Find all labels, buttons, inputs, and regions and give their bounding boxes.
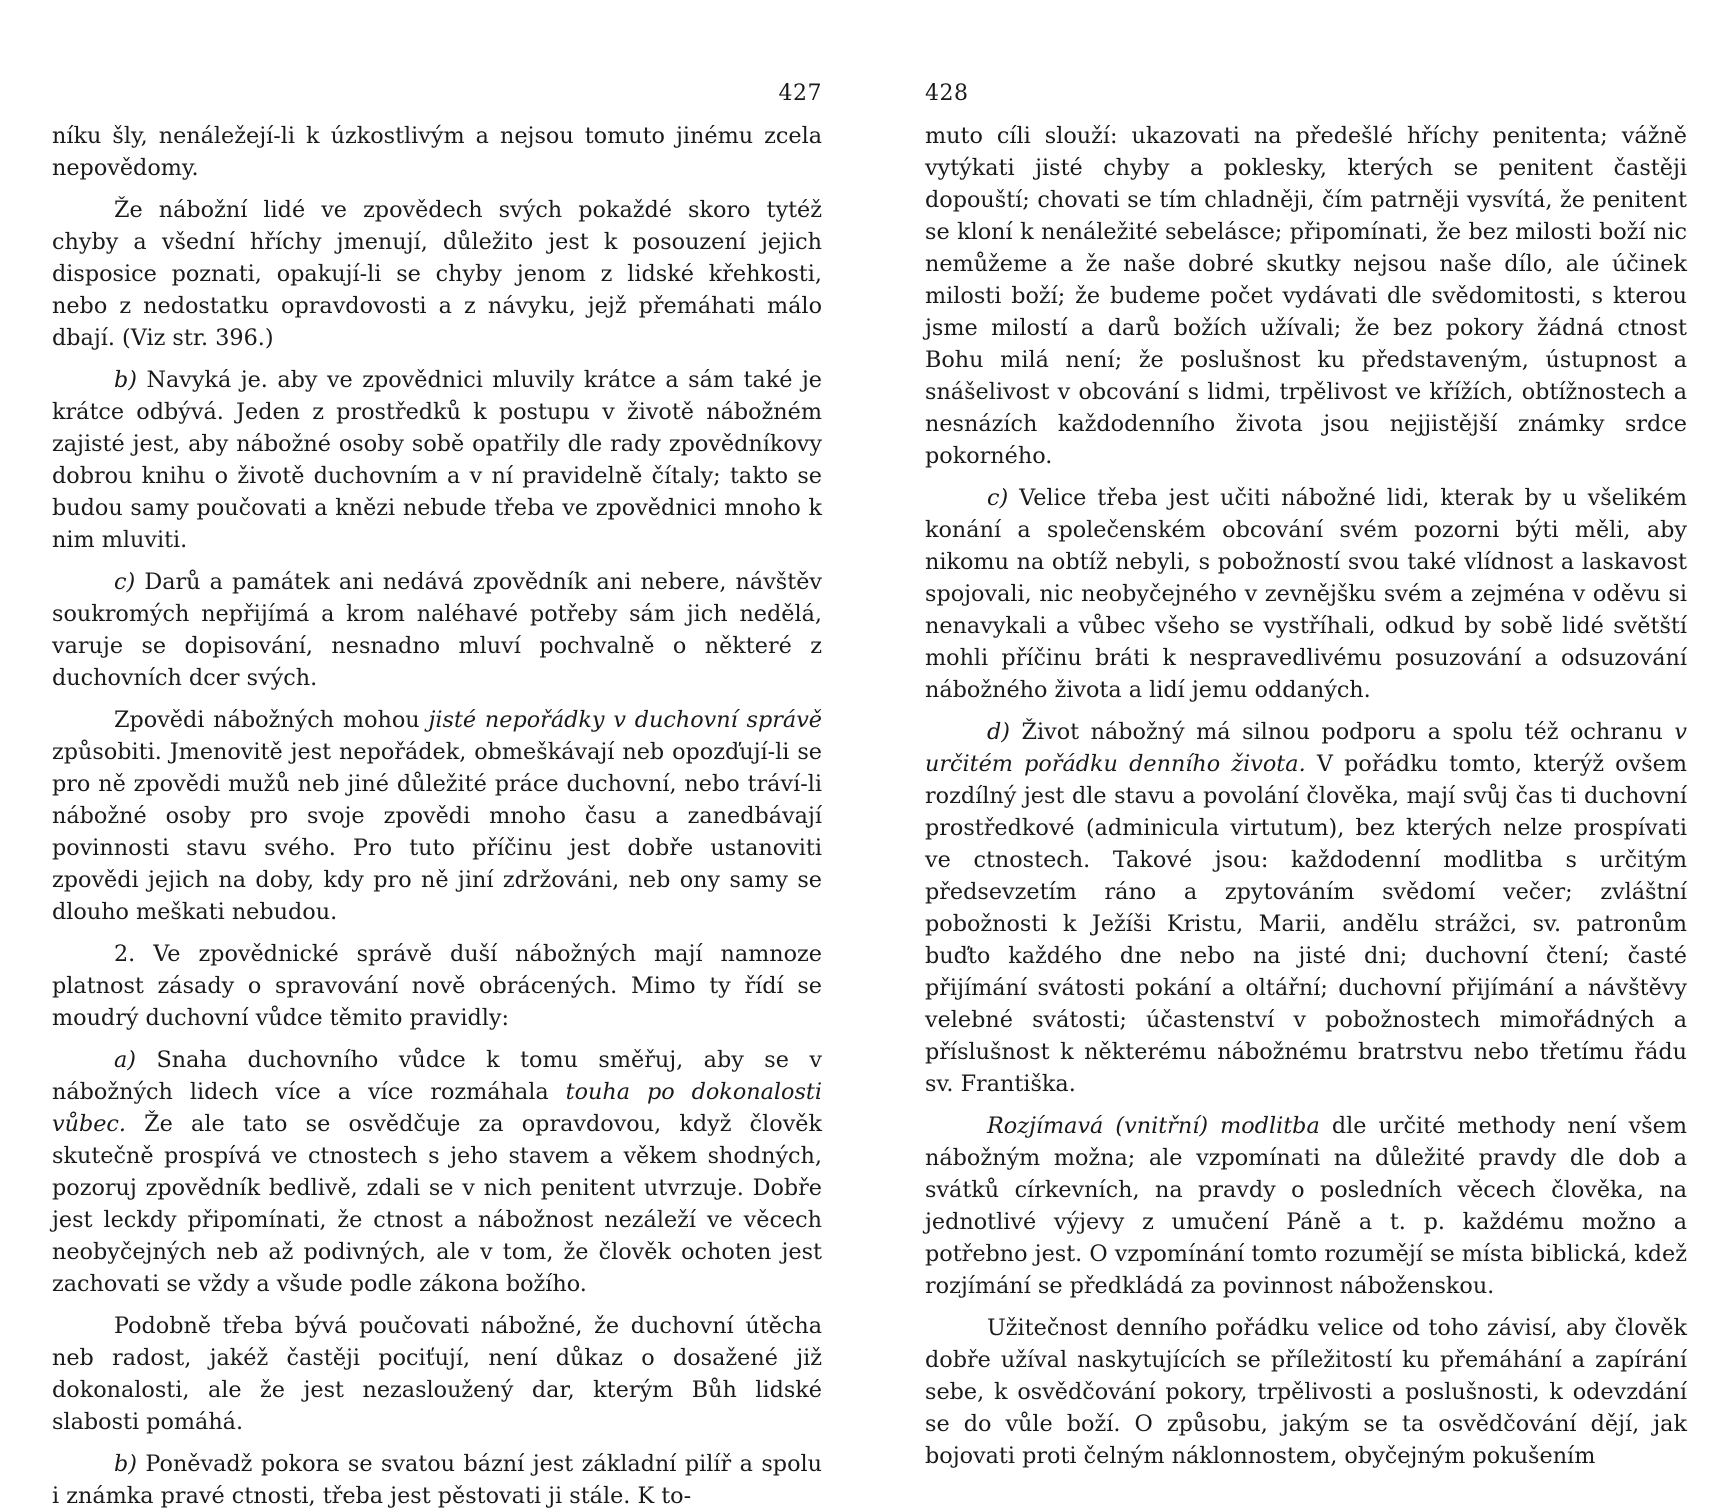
page-body [52, 120, 822, 1512]
paragraph [52, 194, 822, 354]
page-body [925, 120, 1687, 1472]
paragraph [925, 120, 1687, 472]
italic-run: touha po dokonalosti vůbec. [52, 1079, 822, 1137]
paragraph [52, 1310, 822, 1438]
page-number: 427 [778, 81, 822, 106]
text-run: Zpovědi nábožných mohou [114, 707, 429, 733]
text-run: způsobiti. Jmenovitě jest nepořádek, obmeškávají neb opozďují-li se pro ně zpovědi mužů neb jiné důležité práce duchovní, nebo tráví-li nábožné osoby pro svoje zpovědi mnoho času a zanedbávají povinnosti stavu svého. Pro tuto příčinu jest dobře ustanoviti zpovědi jejich na doby, kdy pro ně jiní zdržováni, neb ony samy se dlouho meškati nebudou. [52, 739, 822, 925]
paragraph [925, 1110, 1687, 1302]
text-run: Podobně třeba bývá poučovati nábožné, že duchovní útěcha neb radost, jakéž častěji pociťují, není důkaz o dosažené již dokonalosti, ale že jest nezasloužený dar, kterým Bůh lidské slabosti pomáhá. [52, 1313, 822, 1435]
paragraph [52, 120, 822, 184]
text-run: muto cíli slouží: ukazovati na předešlé hříchy penitenta; vážně vytýkati jisté chyby a poklesky, kterých se penitent častěji dopouští; chovati se tím chladněji, čím patrněji vysvítá, že penitent se kloní k nenáležité sebelásce; připomínati, že bez milosti boží nic nemůžeme a že naše dobré skutky nejsou naše dílo, ale účinek milosti boží; že budeme počet vydávati dle svědomitosti, s kterou jsme milostí a darů božích užívali; že bez pokory žádná ctnost Bohu milá není; že poslušnost ku představeným, ústupnost a snášelivost v obcování s lidmi, trpělivost ve křížích, obtížnostech a nesnázích každodenního života jsou nejjistější známky srdce pokorného. [925, 123, 1687, 469]
text-run: Že ale tato se osvědčuje za opravdovou, když člověk skutečně prospívá ve ctnostech s jeho stavem a věkem shodných, pozoruj zpovědník bedlivě, zdali se v nich penitent utvrzuje. Dobře jest leckdy připomínati, že ctnost a nábožnost nezáleží ve věcech neobyčejných neb až podivných, ale v tom, že člověk ochoten jest zachovati se vždy a všude podle zákona božího. [52, 1111, 822, 1297]
italic-run: c) [114, 569, 136, 595]
paragraph [925, 716, 1687, 1100]
italic-run: b) [114, 1451, 137, 1477]
paragraph [52, 1044, 822, 1300]
right-page [925, 80, 1687, 1472]
italic-run: d) [987, 719, 1010, 745]
text-run: V pořádku tomto, kterýž ovšem rozdílný jest dle stavu a povolání člověka, mají svůj čas ti duchovní prostředkové (adminicula virtutum), bez kterých nelze prospívati ve ctnostech. Takové jsou: každodenní modlitba s určitým předsevzetím ráno a zpytováním svědomí večer; zvláštní pobožnosti k Ježíši Kristu, Marii, andělu strážci, sv. patronům buďto každého dne nebo na jisté dni; duchovní čtení; časté přijímání svátosti pokání a oltářní; duchovní přijímání a návštěvy velebné svátosti; účastenství v pobožnostech mimořádných a příslušnost k některému nábožnému bratrstvu nebo třetímu řádu sv. Františka. [925, 751, 1687, 1097]
italic-run: v určitém pořádku denního života. [925, 719, 1687, 777]
text-run: Život nábožný má silnou podporu a spolu též ochranu [1009, 719, 1675, 745]
text-run: Velice třeba jest učiti nábožné lidi, kterak by u všelikém konání a společenském obcování svém pozorni býti měli, aby nikomu na obtíž nebyli, s pobožností svou také vlídnost a laskavost spojovali, nic neobyčejného v zevnějšku svém a zejména v oděvu si nenavykali a vůbec všeho se vystříhali, odkud by sobě lidé světští mohli příčinu bráti k nespravedlivému posuzování a odsuzování nábožného života a lidí jemu oddaných. [925, 485, 1687, 703]
paragraph [52, 704, 822, 928]
italic-run: jisté nepořádky v duchovní správě [428, 707, 822, 733]
paragraph [925, 482, 1687, 706]
text-run: dle určité methody není všem nábožným možna; ale vzpomínati na důležité pravdy dle dob a svátků církevních, na pravdy o posledních věcech člověka, na jednotlivé výjevy z umučení Páně a t. p. každému možno a potřebno jest. O vzpomínání tomto rozumějí se místa biblická, kdež rozjímání se předkládá za povinnost náboženskou. [925, 1113, 1687, 1299]
paragraph [925, 1312, 1687, 1472]
text-run: níku šly, nenáležejí-li k úzkostlivým a nejsou tomuto jinému zcela nepovědomy. [52, 123, 822, 181]
text-run: 2. Ve zpovědnické správě duší nábožných mají namnoze platnost zásady o spravování nově obrácených. Mimo ty řídí se moudrý duchovní vůdce těmito pravidly: [52, 941, 822, 1031]
page-number: 428 [925, 81, 969, 106]
italic-run: c) [987, 485, 1009, 511]
italic-run: b) [114, 367, 137, 393]
left-page [52, 80, 822, 1512]
paragraph [52, 1448, 822, 1512]
italic-run: Rozjímavá (vnitřní) modlitba [987, 1113, 1320, 1139]
paragraph [52, 938, 822, 1034]
paragraph [52, 364, 822, 556]
italic-run: a) [114, 1047, 136, 1073]
text-run: Užitečnost denního pořádku velice od toho závisí, aby člověk dobře užíval naskytujících se příležitostí ku přemáhání a zapírání sebe, k osvědčování pokory, trpělivosti a poslušnosti, k odevzdání se do vůle boží. O způsobu, jakým se ta osvědčování dějí, jak bojovati proti čelným náklonnostem, obyčejným pokušením [925, 1315, 1687, 1469]
paragraph [52, 566, 822, 694]
text-run: Navyká je. aby ve zpovědnici mluvily krátce a sám také je krátce odbývá. Jeden z prostředků k postupu v životě nábožném zajisté jest, aby nábožné osoby sobě opatřily dle rady zpovědníkovy dobrou knihu o životě duchovním a v ní pravidelně čítaly; takto se budou samy poučovati a knězi nebude třeba ve zpovědnici mnoho k nim mluviti. [52, 367, 822, 553]
text-run: Darů a památek ani nedává zpovědník ani nebere, návštěv soukromých nepřijímá a krom naléhavé potřeby sám jich nedělá, varuje se dopisování, nesnadno mluví pochvalně o některé z duchovních dcer svých. [52, 569, 822, 691]
text-run: Poněvadž pokora se svatou bázní jest základní pilíř a spolu i známka pravé ctnosti, třeba jest pěstovati ji stále. K to- [52, 1451, 822, 1509]
text-run: Snaha duchovního vůdce k tomu směřuj, aby se v nábožných lidech více a více rozmáhala [52, 1047, 822, 1105]
text-run: Že nábožní lidé ve zpovědech svých pokaždé skoro tytéž chyby a všední hříchy jmenují, důležito jest k posouzení jejich disposice poznati, opakují-li se chyby jenom z lidské křehkosti, nebo z nedostatku opravdovosti a z návyku, jejž přemáhati málo dbají. (Viz str. 396.) [52, 197, 822, 351]
